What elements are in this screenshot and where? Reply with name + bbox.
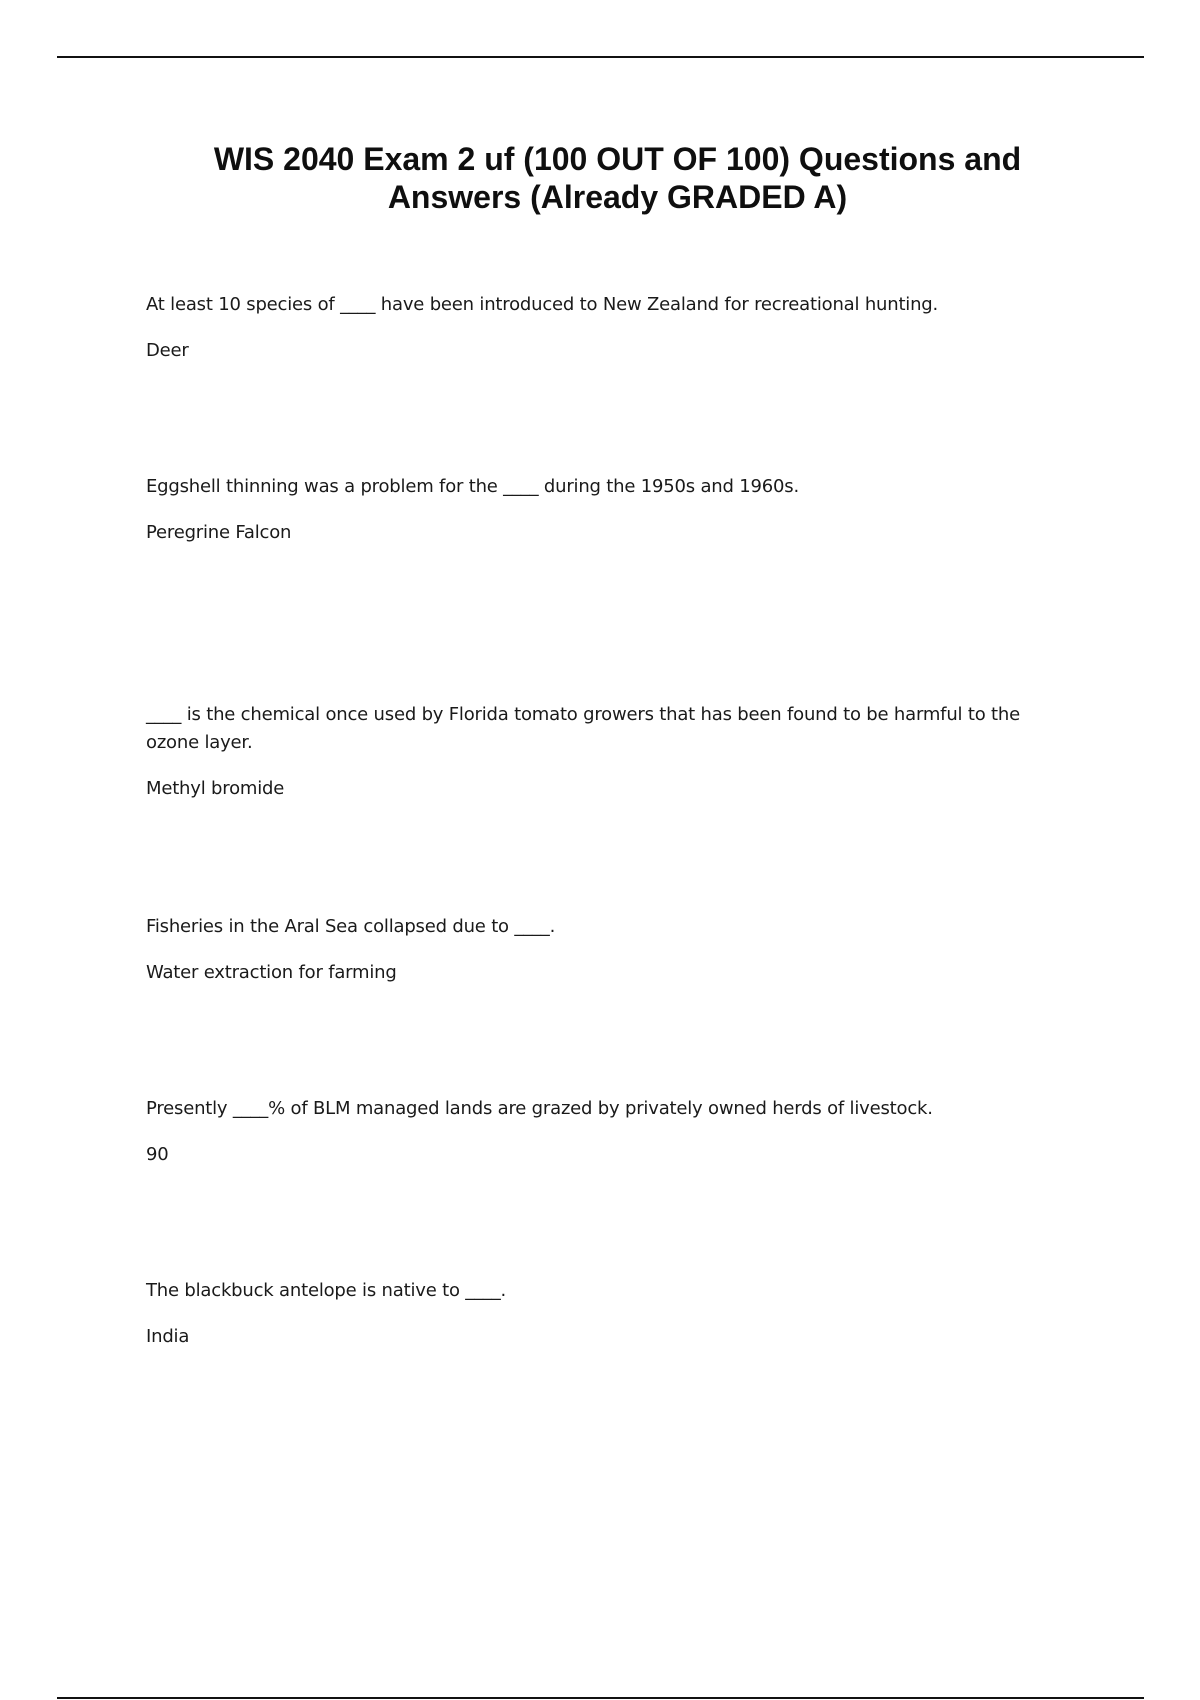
answer-text: Peregrine Falcon xyxy=(146,522,292,543)
answer-text: India xyxy=(146,1326,190,1347)
question-text: At least 10 species of ____ have been introduced to New Zealand for recreational hunting. xyxy=(146,294,939,315)
question-text: Fisheries in the Aral Sea collapsed due to ____. xyxy=(146,916,556,937)
qa-item xyxy=(146,473,1046,547)
qa-item xyxy=(146,291,1046,365)
answer-text: Methyl bromide xyxy=(146,778,285,799)
question-text: Presently ____% of BLM managed lands are grazed by privately owned herds of livestock. xyxy=(146,1098,933,1119)
qa-item xyxy=(146,1095,1046,1169)
header-rule xyxy=(57,56,1144,58)
question-text: Eggshell thinning was a problem for the ____ during the 1950s and 1960s. xyxy=(146,476,799,497)
question-text: ____ is the chemical once used by Florida tomato growers that has been found to be harmful to the ozone layer. xyxy=(146,704,1020,753)
answer-text: Water extraction for farming xyxy=(146,962,397,983)
document-title: WIS 2040 Exam 2 uf (100 OUT OF 100) Questions and Answers (Already GRADED A) xyxy=(213,141,1022,215)
answer-text: Deer xyxy=(146,340,189,361)
question-text: The blackbuck antelope is native to ____. xyxy=(146,1280,507,1301)
qa-item xyxy=(146,1277,1046,1351)
qa-item xyxy=(146,701,1046,803)
footer-rule xyxy=(57,1697,1144,1699)
answer-text: 90 xyxy=(146,1144,169,1165)
qa-item xyxy=(146,913,1046,987)
